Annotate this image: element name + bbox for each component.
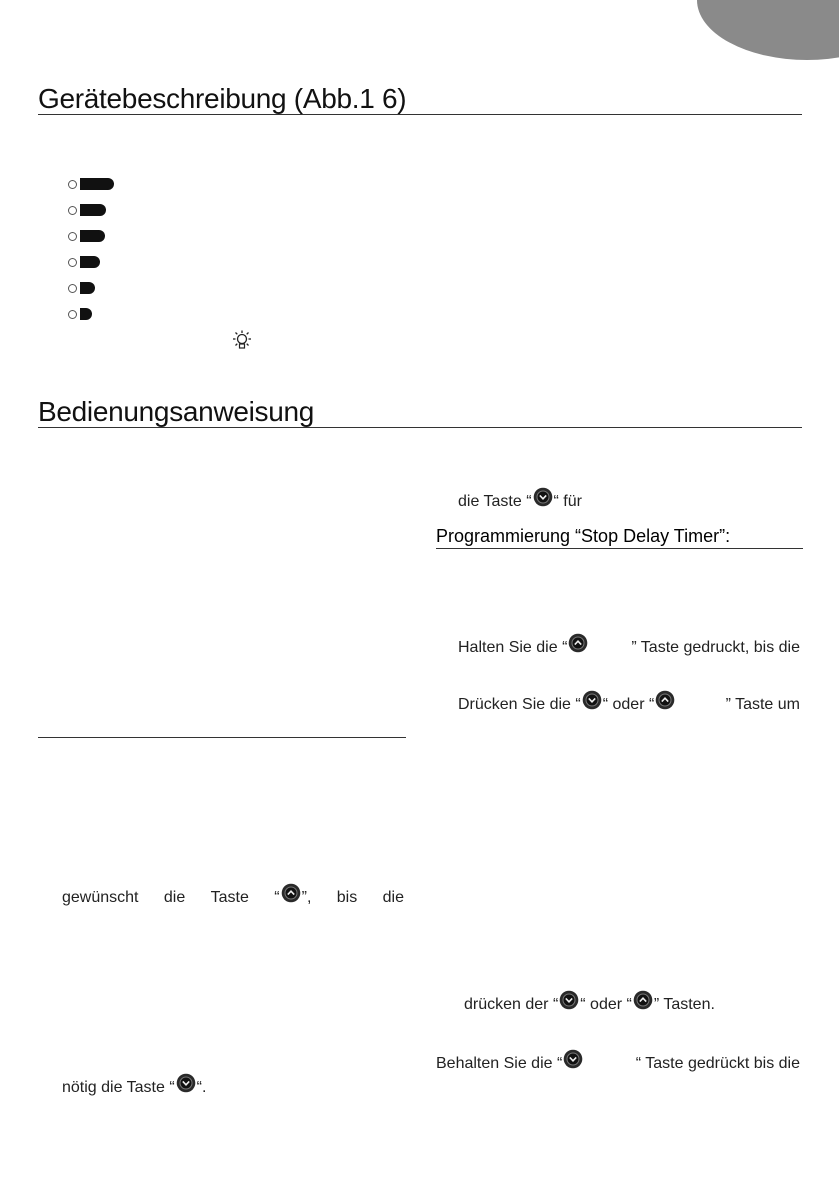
up-arrow-button-icon — [633, 990, 653, 1010]
section-title-rule — [38, 114, 802, 115]
text-line-die-taste: die Taste “ “ für — [458, 492, 582, 512]
section-title-rule — [38, 427, 802, 428]
speed-3-icon — [68, 255, 100, 269]
up-arrow-button-icon — [655, 690, 675, 710]
down-arrow-button-icon — [582, 690, 602, 710]
section-title-geraetebeschreibung: Gerätebeschreibung (Abb.1 6) — [38, 83, 407, 114]
subheading-rule — [436, 548, 803, 549]
speed-4-icon — [68, 229, 105, 243]
speed-6-icon — [68, 177, 114, 191]
section-title-bedienungsanweisung: Bedienungsanweisung — [38, 396, 315, 427]
text-line-noetig: nötig die Taste “ “. — [62, 1078, 206, 1098]
speed-1-icon — [68, 307, 92, 321]
text-line-gewuenscht: gewünscht die Taste “ ”, bis die — [62, 888, 404, 908]
text-line-druecken-der: drücken der “ “ oder “ ” Tasten. — [464, 995, 715, 1015]
text-line-druecken: Drücken Sie die “ “ oder “ ” Taste um — [458, 695, 800, 715]
speed-5-icon — [68, 203, 106, 217]
page-corner-tab — [697, 0, 839, 60]
up-arrow-button-icon — [568, 633, 588, 653]
down-arrow-button-icon — [533, 487, 553, 507]
up-arrow-button-icon — [281, 883, 301, 903]
down-arrow-button-icon — [176, 1073, 196, 1093]
text-line-halten: Halten Sie die “ ” Taste gedruckt, bis die — [458, 638, 800, 658]
light-bulb-icon — [231, 330, 253, 352]
text-line-behalten: Behalten Sie die “ “ Taste gedrückt bis die — [436, 1054, 800, 1074]
speed-2-icon — [68, 281, 95, 295]
down-arrow-button-icon — [559, 990, 579, 1010]
subheading-stop-delay-timer: Programmierung “Stop Delay Timer”: — [436, 526, 731, 546]
down-arrow-button-icon — [563, 1049, 583, 1069]
column-rule — [38, 737, 406, 738]
